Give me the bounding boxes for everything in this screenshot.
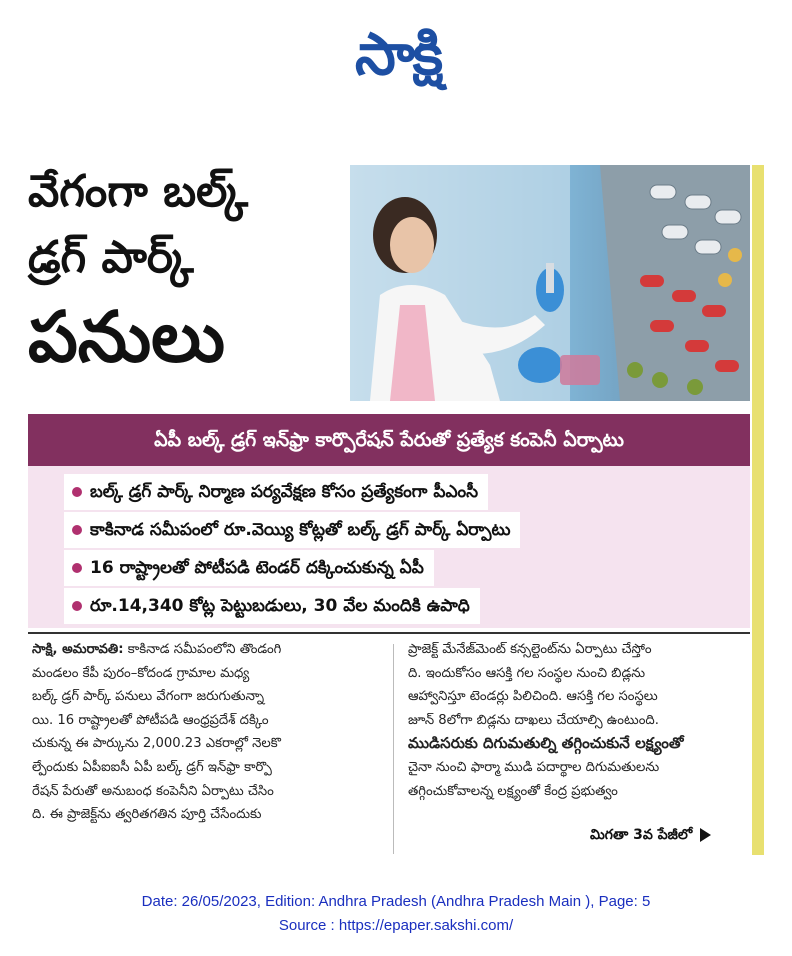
play-arrow-icon: [700, 828, 711, 842]
highlight-item: 16 రాష్ట్రాలతో పోటీపడి టెండర్ దక్కించుకున్న ఏపీ: [64, 550, 434, 586]
column-line: చైనా నుంచి ఫార్మా ముడి పదార్థాల దిగుమతులను: [408, 759, 660, 775]
column-line: బల్క్ డ్రగ్ పార్క్ పనులు వేగంగా జరుగుతున్నా: [32, 689, 265, 705]
footer-date-edition: Date: 26/05/2023, Edition: Andhra Pradesh (Andhra Pradesh Main ), Page: 5: [141, 893, 651, 910]
column-line: [32, 638, 378, 662]
scientist-with-pills-image: [350, 165, 750, 401]
column-line: ల్పేందుకు ఏపీఐఐసీ ఏపీ బల్క్ డ్రగ్ ఇన్‌ఫ్రా కార్పొ: [32, 759, 272, 775]
subheadline-banner: [28, 414, 750, 466]
column-line: ది. ఇందుకోసం ఆసక్తి గల సంస్థల నుంచి బిడ్లను: [408, 665, 646, 681]
dateline: సాక్షి, అమరావతి:: [32, 642, 124, 657]
article-photo: [350, 165, 750, 401]
column-line: జూన్ 8లోగా బిడ్లను దాఖలు చేయాల్సి ఉంటుంది.: [408, 712, 659, 728]
highlight-item: బల్క్ డ్రగ్ పార్క్ నిర్మాణ పర్యవేక్షణ కోసం ప్రత్యేకంగా పీఎంసీ: [64, 474, 488, 510]
column-line: ప్రాజెక్ట్ మేనేజ్‌మెంట్ కన్సల్టెంట్‌ను ఏర్పాటు చేస్తోం: [408, 642, 652, 657]
column-line: యి. 16 రాష్ట్రాలతో పోటీపడి ఆంధ్రప్రదేశ్ దక్కిం: [32, 712, 269, 728]
headline-line-2: డ్రగ్ పార్క్: [28, 232, 194, 283]
masthead: [0, 0, 792, 110]
page-footer: [0, 890, 792, 938]
column-text: కాకినాడ సమీపంలోని తొండంగి: [123, 642, 282, 657]
column-line: చుకున్న ఈ పార్కును 2,000.23 ఎకరాల్లో నెలకొ: [32, 736, 281, 752]
headline-line-1: వేగంగా బల్క్: [28, 166, 249, 217]
article-column-1: [32, 638, 378, 827]
column-line: రేషన్ పేరుతో అనుబంధ కంపెనీని ఏర్పాటు చేసిం: [32, 783, 274, 799]
page-edge-stripe: [752, 165, 764, 855]
continued-text: మిగతా 3వ పేజీలో: [590, 827, 693, 843]
article-headline: [28, 166, 346, 412]
column-divider: [393, 644, 394, 854]
column-line: తగ్గించుకోవాలన్న లక్ష్యంతో కేంద్ర ప్రభుత్వం: [408, 783, 618, 799]
footer-source-link[interactable]: Source : https://epaper.sakshi.com/: [278, 917, 514, 934]
continued-on-page-link[interactable]: [590, 827, 711, 846]
column-subheading: ముడిసరుకు దిగుమతుల్ని తగ్గించుకునే లక్ష్యంతో: [408, 734, 684, 753]
sakshi-logo: సాక్షి: [354, 20, 442, 88]
subheadline-text: ఏపీ బల్క్ డ్రగ్ ఇన్‌ఫ్రా కార్పొరేషన్ పేరుతో ప్రత్యేక కంపెనీ ఏర్పాటు: [154, 429, 624, 451]
column-line: ఆహ్వానిస్తూ టెండర్లు పిలిచింది. ఆసక్తి గల సంస్థలు: [408, 689, 658, 705]
highlight-item: రూ.14,340 కోట్ల పెట్టుబడులు, 30 వేల మందికి ఉపాధి: [64, 588, 480, 624]
highlight-item: కాకినాడ సమీపంలో రూ.వెయ్యి కోట్లతో బల్క్ డ్రగ్ పార్క్ ఏర్పాటు: [64, 512, 520, 548]
column-line: ది. ఈ ప్రాజెక్ట్‌ను త్వరితగతిన పూర్తి చేసేందుకు: [32, 807, 262, 823]
column-line: మండలం కేపీ పురం–కోదండ గ్రామాల మధ్య: [32, 665, 250, 681]
article-column-2: [408, 638, 753, 803]
highlights-box: [28, 466, 750, 628]
headline-line-3: పనులు: [28, 296, 225, 378]
section-divider: [28, 632, 750, 634]
